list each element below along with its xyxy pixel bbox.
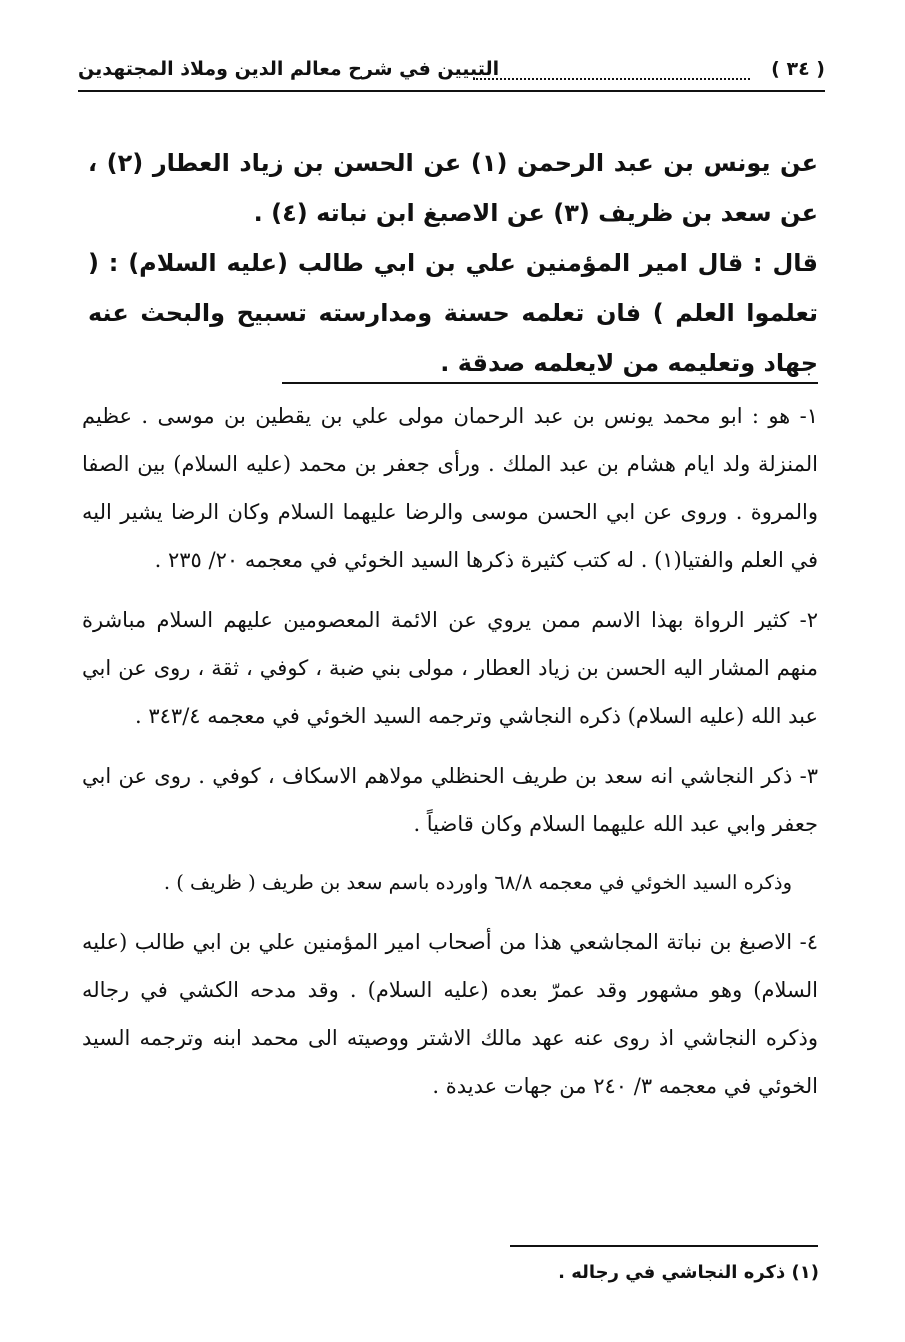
header-rule — [78, 90, 825, 92]
book-title: التبيين في شرح معالم الدين وملاذ المجتهدين — [78, 58, 500, 80]
header-dotted-leader — [473, 78, 750, 80]
chain-of-narration: عن يونس بن عبد الرحمن (١) عن الحسن بن زياد العطار (٢) ، عن سعد بن ظريف (٣) عن الاصبغ ابن نباته (٤) . — [88, 149, 818, 227]
footnote-2: ٢- كثير الرواة بهذا الاسم ممن يروي عن الائمة المعصومين عليهم السلام مباشرة منهم المشار اليه الحسن بن زياد العطار ، مولى بني ضبة ، كوفي ، ثقة ، روى عن ابي عبد الله (عليه السلام) ذكره النجاشي وترجمه السيد الخوئي في معجمه ٣٤٣/٤ . — [82, 608, 818, 728]
sub-footnote: (١) ذكره النجاشي في رجاله . — [558, 1262, 819, 1283]
footnote-3-addendum: وذكره السيد الخوئي في معجمه ٦٨/٨ واورده باسم سعد بن طريف ( ظريف ) . — [163, 871, 792, 894]
footnote-separator — [282, 382, 818, 384]
footnotes — [82, 392, 818, 1110]
hadith-text: قال : قال امير المؤمنين علي بن ابي طالب (عليه السلام) : ( تعلموا العلم ) فان تعلمه حسنة ومدارسته تسبيح والبحث عنه جهاد وتعليمه من لايعلمه صدقة . — [88, 249, 818, 377]
page-number: ( ٣٤ ) — [771, 58, 825, 80]
main-text — [88, 138, 818, 388]
footnote-3: ٣- ذكر النجاشي انه سعد بن طريف الحنظلي مولاهم الاسكاف ، كوفي . روى عن ابي جعفر وابي عبد الله عليهما السلام وكان قاضياً . — [82, 764, 818, 836]
sub-footnote-separator — [510, 1245, 818, 1247]
footnote-4: ٤- الاصبغ بن نباتة المجاشعي هذا من أصحاب امير المؤمنين علي بن ابي طالب (عليه السلام) وهو مشهور وقد عمرّ بعده (عليه السلام) . وقد مدحه الكشي في رجاله وذكره النجاشي اذ روى عنه عهد مالك الاشتر ووصيته الى محمد ابنه وترجمه السيد الخوئي في معجمه ٣/ ٢٤٠ من جهات عديدة . — [82, 930, 818, 1098]
page-header — [78, 48, 825, 92]
footnote-1: ١- هو : ابو محمد يونس بن عبد الرحمان مولى علي بن يقطين بن موسى . عظيم المنزلة ولد ايام هشام بن عبد الملك . ورأى جعفر بن محمد (عليه السلام) بين الصفا والمروة . وروى عن ابي الحسن موسى والرضا عليهما السلام وكان الرضا يشير اليه في العلم والفتيا(١) . له كتب كثيرة ذكرها السيد الخوئي في معجمه ٢٠/ ٢٣٥ . — [82, 404, 818, 572]
